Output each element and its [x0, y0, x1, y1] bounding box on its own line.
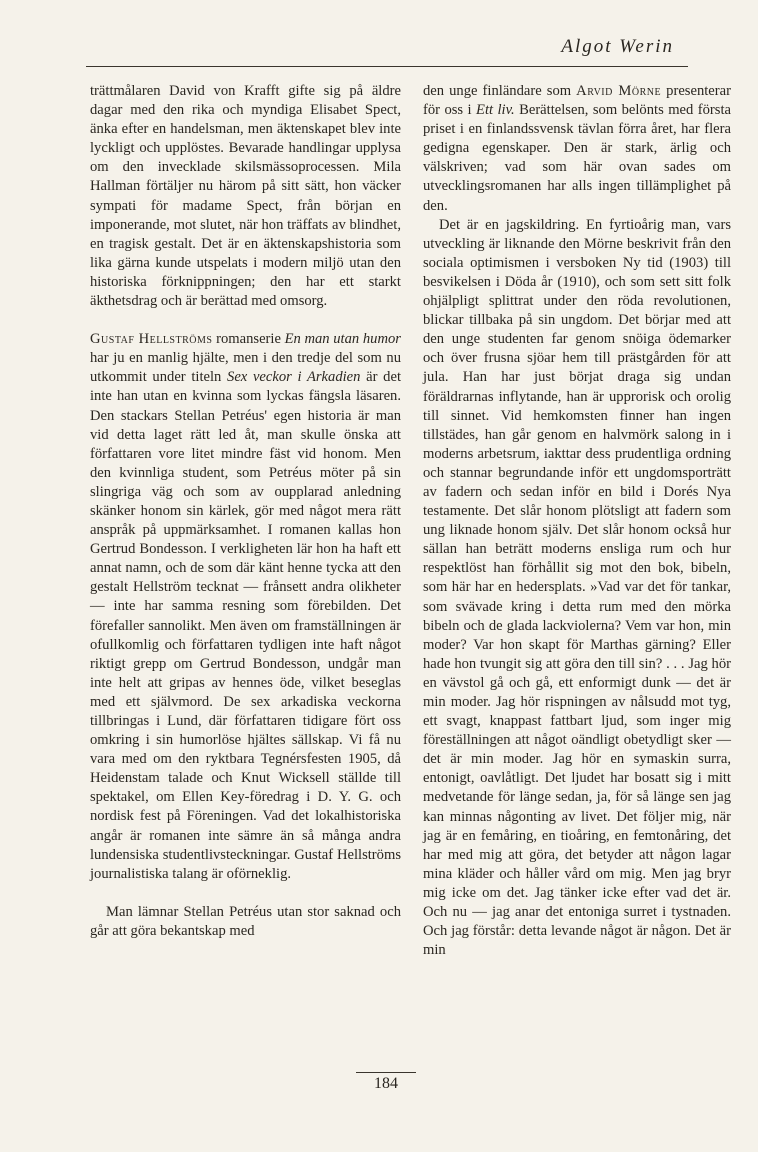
book-title: Ett liv.: [476, 102, 515, 119]
text-run: romanserie: [216, 331, 281, 348]
paragraph: Man lämnar Stellan Petréus utan stor saknad och går att göra bekantskap med: [90, 903, 401, 939]
right-column: [423, 82, 731, 960]
text-run: den unge finländare som: [423, 83, 572, 99]
book-title: En man utan humor: [284, 331, 401, 348]
running-head: [86, 36, 688, 67]
paragraph: [90, 330, 401, 884]
text-run: Berättelsen, som belönts med första priset i en finlandssvensk tävlan förra året, har flera gedigna egenskaper. Den är stark, ärlig och välskriven; vad som här ovan sades om utvecklingsromanen har alls ingen tillämplighet på den.: [423, 102, 731, 214]
paragraph: [423, 82, 731, 216]
author-name: Gustaf Hellströms: [90, 331, 213, 348]
author-name: Arvid Mörne: [576, 83, 662, 99]
text-run: presenterar för oss i: [423, 83, 731, 119]
text-run: har ju en manlig hjälte, men i den tredje del som nu utkommit under titeln: [90, 350, 401, 386]
left-column: [90, 82, 401, 941]
text-run: är det inte han utan en kvinna som lyckas fängsla läsaren. Den stackars Stellan Petréus' egen historia är man vid detta laget rätt led åt, man skulle önska att författaren vore litet mindre fäst vid honom. Men den kvinnliga student, som Petréus möter på sin slingriga väg och som av oupplarad anledning skänker honom sin kärlek, gör med något mera rätt anspråk på uppmärksamhet. I romanen kallas hon Gertrud Bondesson. I verkligheten lär hon ha haft ett annat namn, och de som där känt henne tycka att den gestalt Hellström tecknat — frånsett andra olikheter — inte har samma resning som förebilden. Det förefaller sannolikt. Men även om framställningen är ofullkomlig och författaren tydligen inte haft något riktigt grepp om Gertrud Bondesson, undgår man inte helt att gripas av hennes öde, vilket beseglas med ett självmord. De sex arkadiska veckorna tillbringas i Lund, där författaren tidigare fört oss omkring i sin humorlöse hjältes sällskap. Vi få nu vara med om den ryktbara Tegnérsfesten 1905, då Heidenstam talade och Knut Wicksell ställde till spektakel, om Ellen Key-föredrag i D. Y. G. och nordisk fest på Föreningen. Vad det lokalhistoriska angår är romanen inte sämre än så många andra lundensiska studentlivsteckningar. Gustaf Hellströms journalistiska talang är oförneklig.: [90, 369, 401, 882]
paragraph: trättmålaren David von Krafft gifte sig på äldre dagar med den rika och myndiga Elisabet Spect, änka efter en handelsman, men äktenskapet blev inte lyckligt och upplöstes. Bevarade handlingar upplysa om den invecklade skilsmässoprocessen. Mila Hallman förtäljer nu härom på sitt sätt, hon väcker sympati för madame Spect, från början en imponerande, mot slutet, när hon träffats av blindhet, en tragisk gestalt. Det är en äktenskapshistoria som lika gärna kunde utspelats i modern miljö utan den historiska förknippningen; den har ett starkt äkthetsdrag och är berättad med omsorg.: [90, 83, 401, 310]
paragraph: Det är en jagskildring. En fyrtioårig man, vars utveckling är liknande den Mörne beskrivit från den sociala optimismen i versboken Ny tid (1903) till besvikelsen i Döda år (1910), och som sett sitt folk ohjälpligt splittrat under den röda revolutionen, blickar tillbaka på sin ungdom. Det börjar med att den unge studenten far genom snöiga ödemarker och över frusna sjöar hem till prästgården för att jula. Han har just börjat draga sig undan föräldrarnas inflytande, han är upprorisk och orolig till sinnet. Vid hemkomsten finner han ingen tillstädes, han går genom en halvmörk salong in i moderns arbetsrum, iakttar dess prudentliga ordning och stannar begrundande inför ett ungdomsporträtt av fadern och sedan inför en bild i Dorés Nya testamente. Det slår honom plötsligt att fadern som ung liknade honom själv. Det slår honom också hur sällan han beträtt moderns ensliga rum och hur respektlöst han förhållit sig mot den bok, bibeln, som här har en hedersplats. »Vad var det för tankar, som svävade kring i detta rum med den mörka bibeln och de glada lackviolerna? Vem var hon, min moder? Var hon skapt för Marthas gärning? Eller hade hon tvungit sig att göra den till sin? . . . Jag hör en vävstol gå och gå, ett enformigt dunk — det är min moder. Jag hör rispningen av nålsudd mot tyg, ett svagt, knappast fattbart ljud, som inger mig föreställningen att något oändligt obetydligt sker — det är min moder. Jag hör en symaskin surra, entonigt, oavlåtligt. Det ljudet har bosatt sig i mitt medvetande för länge sedan, ja, för så länge sen jag kan minnas någonting av livet. Det följer mig, när jag är en femåring, en tioåring, en femtonåring, det har med mig att göra, det betyder att någon lagar mina kläder och håller vård om mig. Men jag bryr mig icke om det. Jag tänker icke efter vad det är. Och nu — jag anar det entoniga surret i tystnaden. Och jag förstår: detta levande något är någon. Det är min: [423, 216, 731, 959]
running-title: Algot Werin: [561, 36, 674, 57]
page-number: 184: [356, 1072, 416, 1093]
book-title: Sex veckor i Arkadien: [227, 369, 361, 386]
